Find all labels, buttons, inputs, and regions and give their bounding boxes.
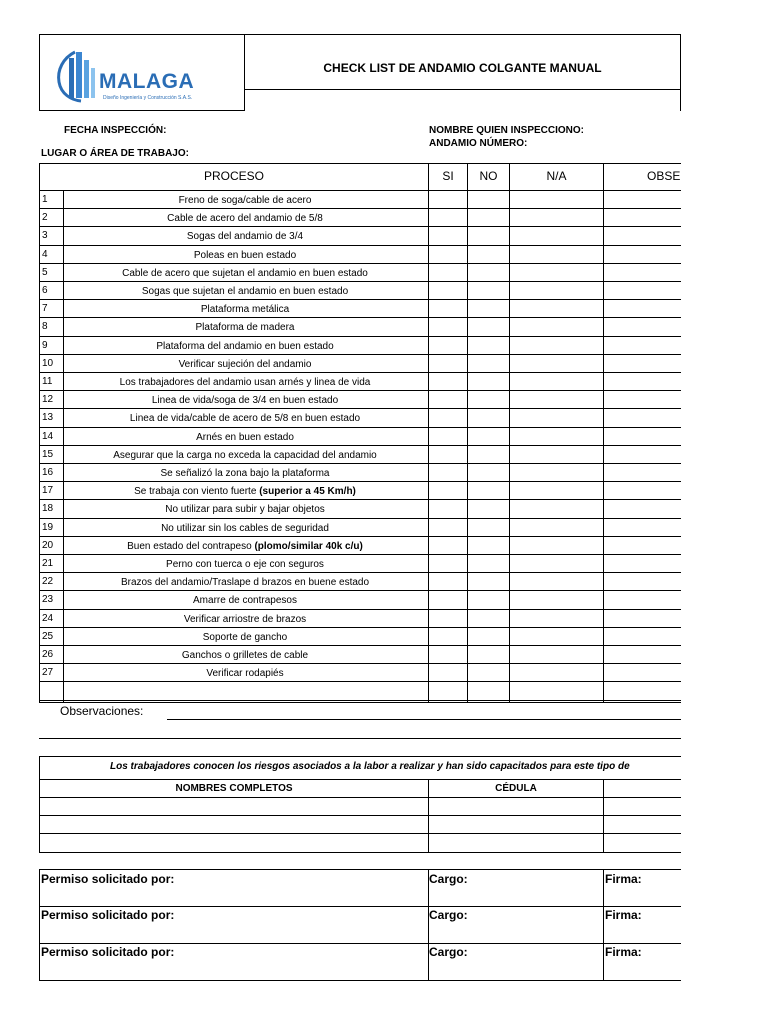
table-row	[0, 627, 681, 645]
header-no: NO	[479, 169, 498, 183]
na-cell[interactable]	[510, 463, 603, 481]
row-process	[63, 213, 427, 224]
header-na: N/A	[546, 169, 567, 183]
si-cell[interactable]	[429, 627, 467, 645]
na-cell[interactable]	[510, 208, 603, 226]
table-row	[0, 427, 681, 445]
row-number: 5	[42, 267, 48, 278]
row-number: 1	[42, 194, 48, 205]
table-row	[0, 190, 681, 208]
no-cell[interactable]	[468, 336, 509, 354]
table-row	[0, 299, 681, 317]
row-process-text: Sogas que sujetan el andamio en buen estado	[141, 286, 349, 297]
row-process-text: Perno con tuerca o eje con seguros	[166, 559, 324, 570]
row-process-detail: (superior a 45 Km/h)	[259, 486, 356, 497]
page-title: CHECK LIST DE ANDAMIO COLGANTE MANUAL	[323, 61, 602, 75]
row-process	[63, 286, 427, 297]
row-process	[63, 632, 427, 643]
table-row	[0, 372, 681, 390]
row-process-text: Plataforma de madera	[195, 322, 295, 333]
observacion-cell[interactable]	[604, 208, 681, 226]
row-process-text: Ganchos o grilletes de cable	[181, 650, 309, 661]
no-cell[interactable]	[468, 554, 509, 572]
na-cell[interactable]	[510, 226, 603, 244]
si-cell[interactable]	[429, 226, 467, 244]
row-process-text: Linea de vida/soga de 3/4 en buen estado	[151, 395, 339, 406]
row-process-text: Se trabaja con viento fuerte	[134, 486, 257, 497]
row-number: 27	[42, 667, 54, 678]
row-process	[63, 450, 427, 461]
na-cell[interactable]	[510, 499, 603, 517]
observacion-cell[interactable]	[604, 390, 681, 408]
cargo-3: Cargo:	[429, 945, 468, 959]
no-cell[interactable]	[468, 609, 509, 627]
permiso-solicitado-3: Permiso solicitado por:	[41, 945, 175, 959]
si-cell[interactable]	[429, 245, 467, 263]
observacion-cell[interactable]	[604, 427, 681, 445]
observacion-cell[interactable]	[604, 245, 681, 263]
building-logo-icon	[55, 46, 105, 104]
row-process	[63, 650, 427, 661]
table-row	[0, 336, 681, 354]
table-row	[0, 245, 681, 263]
table-row	[0, 208, 681, 226]
table-row	[0, 281, 681, 299]
row-process-text: Poleas en buen estado	[193, 250, 297, 261]
observacion-cell[interactable]	[604, 572, 681, 590]
na-cell[interactable]	[510, 336, 603, 354]
observacion-cell[interactable]	[604, 554, 681, 572]
logo-tagline: Diseño Ingeniería y Construcción S.A.S.	[103, 95, 193, 101]
table-row	[0, 317, 681, 335]
si-cell[interactable]	[429, 390, 467, 408]
row-number: 15	[42, 449, 54, 460]
table-row	[0, 463, 681, 481]
si-cell[interactable]	[429, 518, 467, 536]
row-process-text: Los trabajadores del andamio usan arnés y linea de vida	[119, 377, 371, 388]
row-number: 17	[42, 485, 54, 496]
row-process-text: Verificar arriostre de brazos	[183, 614, 307, 625]
no-cell[interactable]	[468, 354, 509, 372]
row-number: 26	[42, 649, 54, 660]
lugar-trabajo-label: LUGAR O ÁREA DE TRABAJO:	[41, 148, 189, 159]
row-number: 2	[42, 212, 48, 223]
row-process	[63, 668, 427, 679]
no-cell[interactable]	[468, 590, 509, 608]
no-cell[interactable]	[468, 408, 509, 426]
no-cell[interactable]	[468, 572, 509, 590]
na-cell[interactable]	[510, 354, 603, 372]
no-cell[interactable]	[468, 481, 509, 499]
si-cell[interactable]	[429, 427, 467, 445]
si-cell[interactable]	[429, 663, 467, 681]
table-row	[0, 681, 681, 699]
table-row	[0, 645, 681, 663]
observacion-cell[interactable]	[604, 499, 681, 517]
observacion-cell[interactable]	[604, 263, 681, 281]
row-process	[63, 359, 427, 370]
no-cell[interactable]	[468, 317, 509, 335]
row-number: 19	[42, 522, 54, 533]
row-process	[63, 413, 427, 424]
row-process	[63, 268, 427, 279]
si-cell[interactable]	[429, 263, 467, 281]
no-cell[interactable]	[468, 299, 509, 317]
si-cell[interactable]	[429, 499, 467, 517]
row-number: 4	[42, 249, 48, 260]
observacion-cell[interactable]	[604, 481, 681, 499]
no-cell[interactable]	[468, 499, 509, 517]
header-nombres-completos: NOMBRES COMPLETOS	[175, 783, 293, 794]
no-cell[interactable]	[468, 263, 509, 281]
cargo-2: Cargo:	[429, 908, 468, 922]
row-process-detail: (plomo/similar 40k c/u)	[254, 541, 363, 552]
no-cell[interactable]	[468, 281, 509, 299]
si-cell[interactable]	[429, 481, 467, 499]
no-cell[interactable]	[468, 226, 509, 244]
row-process	[63, 486, 427, 497]
observaciones-line	[167, 719, 681, 720]
na-cell[interactable]	[510, 245, 603, 263]
row-process	[63, 504, 427, 515]
si-cell[interactable]	[429, 299, 467, 317]
row-number: 10	[42, 358, 54, 369]
na-cell[interactable]	[510, 481, 603, 499]
observacion-cell[interactable]	[604, 226, 681, 244]
na-cell[interactable]	[510, 390, 603, 408]
na-cell[interactable]	[510, 317, 603, 335]
observacion-cell[interactable]	[604, 354, 681, 372]
row-number: 24	[42, 613, 54, 624]
no-cell[interactable]	[468, 536, 509, 554]
si-cell[interactable]	[429, 572, 467, 590]
observacion-cell[interactable]	[604, 317, 681, 335]
row-number: 3	[42, 230, 48, 241]
na-cell[interactable]	[510, 263, 603, 281]
observacion-cell[interactable]	[604, 463, 681, 481]
row-number: 14	[42, 431, 54, 442]
permiso-solicitado-2: Permiso solicitado por:	[41, 908, 175, 922]
na-cell[interactable]	[510, 281, 603, 299]
header-si: SI	[442, 169, 454, 183]
observacion-cell[interactable]	[604, 627, 681, 645]
table-row	[0, 390, 681, 408]
table-row	[0, 554, 681, 572]
na-cell[interactable]	[510, 645, 603, 663]
na-cell[interactable]	[510, 627, 603, 645]
firma-1: Firma:	[605, 872, 642, 886]
row-number: 23	[42, 594, 54, 605]
fecha-inspeccion-label: FECHA INSPECCIÓN:	[64, 125, 167, 136]
table-row	[0, 518, 681, 536]
row-process	[63, 595, 427, 606]
row-process-text: Freno de soga/cable de acero	[178, 195, 312, 206]
no-cell[interactable]	[468, 645, 509, 663]
row-number: 9	[42, 340, 48, 351]
table-row	[0, 263, 681, 281]
observacion-cell[interactable]	[604, 408, 681, 426]
table-row	[0, 226, 681, 244]
row-number: 25	[42, 631, 54, 642]
header-observaciones: OBSE	[647, 169, 681, 183]
row-process	[63, 377, 427, 388]
table-row	[0, 663, 681, 681]
row-process-text: No utilizar sin los cables de seguridad	[161, 523, 329, 534]
na-cell[interactable]	[510, 427, 603, 445]
si-cell[interactable]	[429, 645, 467, 663]
row-process	[63, 304, 427, 315]
company-logo	[55, 46, 215, 104]
no-cell[interactable]	[468, 208, 509, 226]
row-number: 20	[42, 540, 54, 551]
observaciones-label: Observaciones:	[60, 704, 144, 718]
nombre-inspector-label: NOMBRE QUIEN INSPECCIONO:	[429, 125, 585, 136]
no-cell[interactable]	[468, 627, 509, 645]
row-number: 12	[42, 394, 54, 405]
na-cell[interactable]	[510, 590, 603, 608]
row-process	[63, 468, 427, 479]
row-number: 21	[42, 558, 54, 569]
row-number: 13	[42, 412, 54, 423]
observacion-cell[interactable]	[604, 518, 681, 536]
si-cell[interactable]	[429, 281, 467, 299]
row-process	[63, 577, 427, 588]
observacion-cell[interactable]	[604, 590, 681, 608]
row-process	[63, 614, 427, 625]
si-cell[interactable]	[429, 190, 467, 208]
si-cell[interactable]	[429, 609, 467, 627]
table-row	[0, 609, 681, 627]
observacion-cell[interactable]	[604, 536, 681, 554]
observacion-cell[interactable]	[604, 299, 681, 317]
table-row	[0, 408, 681, 426]
row-process-text: Se señalizó la zona bajo la plataforma	[160, 468, 330, 479]
si-cell[interactable]	[429, 536, 467, 554]
observacion-cell[interactable]	[604, 645, 681, 663]
table-row	[0, 590, 681, 608]
na-cell[interactable]	[510, 554, 603, 572]
row-number: 11	[42, 376, 53, 387]
row-number: 6	[42, 285, 48, 296]
row-process-text: Plataforma del andamio en buen estado	[156, 341, 334, 352]
row-process	[63, 341, 427, 352]
si-cell[interactable]	[429, 445, 467, 463]
observacion-cell[interactable]	[604, 281, 681, 299]
firma-2: Firma:	[605, 908, 642, 922]
row-process-text: Amarre de contrapesos	[193, 595, 297, 606]
no-cell[interactable]	[468, 463, 509, 481]
observaciones-line-2	[39, 738, 681, 739]
row-process	[63, 395, 427, 406]
na-cell[interactable]	[510, 663, 603, 681]
na-cell[interactable]	[510, 536, 603, 554]
table-row	[0, 445, 681, 463]
na-cell[interactable]	[510, 445, 603, 463]
na-cell[interactable]	[510, 609, 603, 627]
table-row	[0, 536, 681, 554]
row-process-text: Asegurar que la carga no exceda la capacidad del andamio	[113, 450, 377, 461]
observacion-cell[interactable]	[604, 445, 681, 463]
si-cell[interactable]	[429, 317, 467, 335]
na-cell[interactable]	[510, 299, 603, 317]
row-process-text: Soporte de gancho	[202, 632, 288, 643]
workers-statement: Los trabajadores conocen los riesgos asociados a la labor a realizar y han sido capacitados para este tipo de	[110, 761, 630, 772]
table-row	[0, 499, 681, 517]
row-number: 22	[42, 576, 54, 587]
header-proceso: PROCESO	[203, 169, 264, 183]
observacion-cell[interactable]	[604, 372, 681, 390]
no-cell[interactable]	[468, 372, 509, 390]
no-cell[interactable]	[468, 445, 509, 463]
row-process-text: Verificar sujeción del andamio	[178, 359, 312, 370]
no-cell[interactable]	[468, 518, 509, 536]
row-process-text: Cable de acero del andamio de 5/8	[167, 213, 323, 224]
na-cell[interactable]	[510, 572, 603, 590]
table-row	[0, 481, 681, 499]
observacion-cell[interactable]	[604, 190, 681, 208]
si-cell[interactable]	[429, 554, 467, 572]
no-cell[interactable]	[468, 663, 509, 681]
firma-3: Firma:	[605, 945, 642, 959]
observacion-cell[interactable]	[604, 663, 681, 681]
header-cedula: CÉDULA	[495, 783, 537, 794]
si-cell[interactable]	[429, 408, 467, 426]
si-cell[interactable]	[429, 208, 467, 226]
row-process	[63, 195, 427, 206]
row-number: 18	[42, 503, 54, 514]
cargo-1: Cargo:	[429, 872, 468, 886]
row-process-text: Sogas del andamio de 3/4	[186, 231, 304, 242]
row-process-text: Plataforma metálica	[200, 304, 290, 315]
row-number: 16	[42, 467, 54, 478]
row-process-text: Brazos del andamio/Traslape d brazos en buene estado	[120, 577, 370, 588]
no-cell[interactable]	[468, 427, 509, 445]
row-process-text: Buen estado del contrapeso	[127, 541, 252, 552]
row-process-text: Verificar rodapiés	[206, 668, 284, 679]
na-cell[interactable]	[510, 190, 603, 208]
row-process	[63, 231, 427, 242]
si-cell[interactable]	[429, 463, 467, 481]
observacion-cell[interactable]	[604, 609, 681, 627]
row-process	[63, 322, 427, 333]
no-cell[interactable]	[468, 245, 509, 263]
permiso-solicitado-1: Permiso solicitado por:	[41, 872, 175, 886]
observacion-cell[interactable]	[604, 336, 681, 354]
row-process	[63, 250, 427, 261]
row-process	[63, 432, 427, 443]
no-cell[interactable]	[468, 390, 509, 408]
si-cell[interactable]	[429, 590, 467, 608]
table-row	[0, 354, 681, 372]
row-process-text: Arnés en buen estado	[196, 432, 294, 443]
row-process	[63, 559, 427, 570]
na-cell[interactable]	[510, 408, 603, 426]
na-cell[interactable]	[510, 518, 603, 536]
andamio-numero-label: ANDAMIO NÚMERO:	[429, 138, 528, 149]
si-cell[interactable]	[429, 372, 467, 390]
row-number: 8	[42, 321, 48, 332]
no-cell[interactable]	[468, 190, 509, 208]
table-row	[0, 572, 681, 590]
na-cell[interactable]	[510, 372, 603, 390]
si-cell[interactable]	[429, 336, 467, 354]
row-process-text: Cable de acero que sujetan el andamio en buen estado	[122, 268, 368, 279]
row-number: 7	[42, 303, 48, 314]
row-process	[63, 523, 427, 534]
row-process	[63, 541, 427, 552]
si-cell[interactable]	[429, 354, 467, 372]
logo-name: MALAGA	[99, 70, 195, 93]
row-process-text: No utilizar para subir y bajar objetos	[165, 504, 325, 515]
row-process-text: Linea de vida/cable de acero de 5/8 en buen estado	[129, 413, 361, 424]
